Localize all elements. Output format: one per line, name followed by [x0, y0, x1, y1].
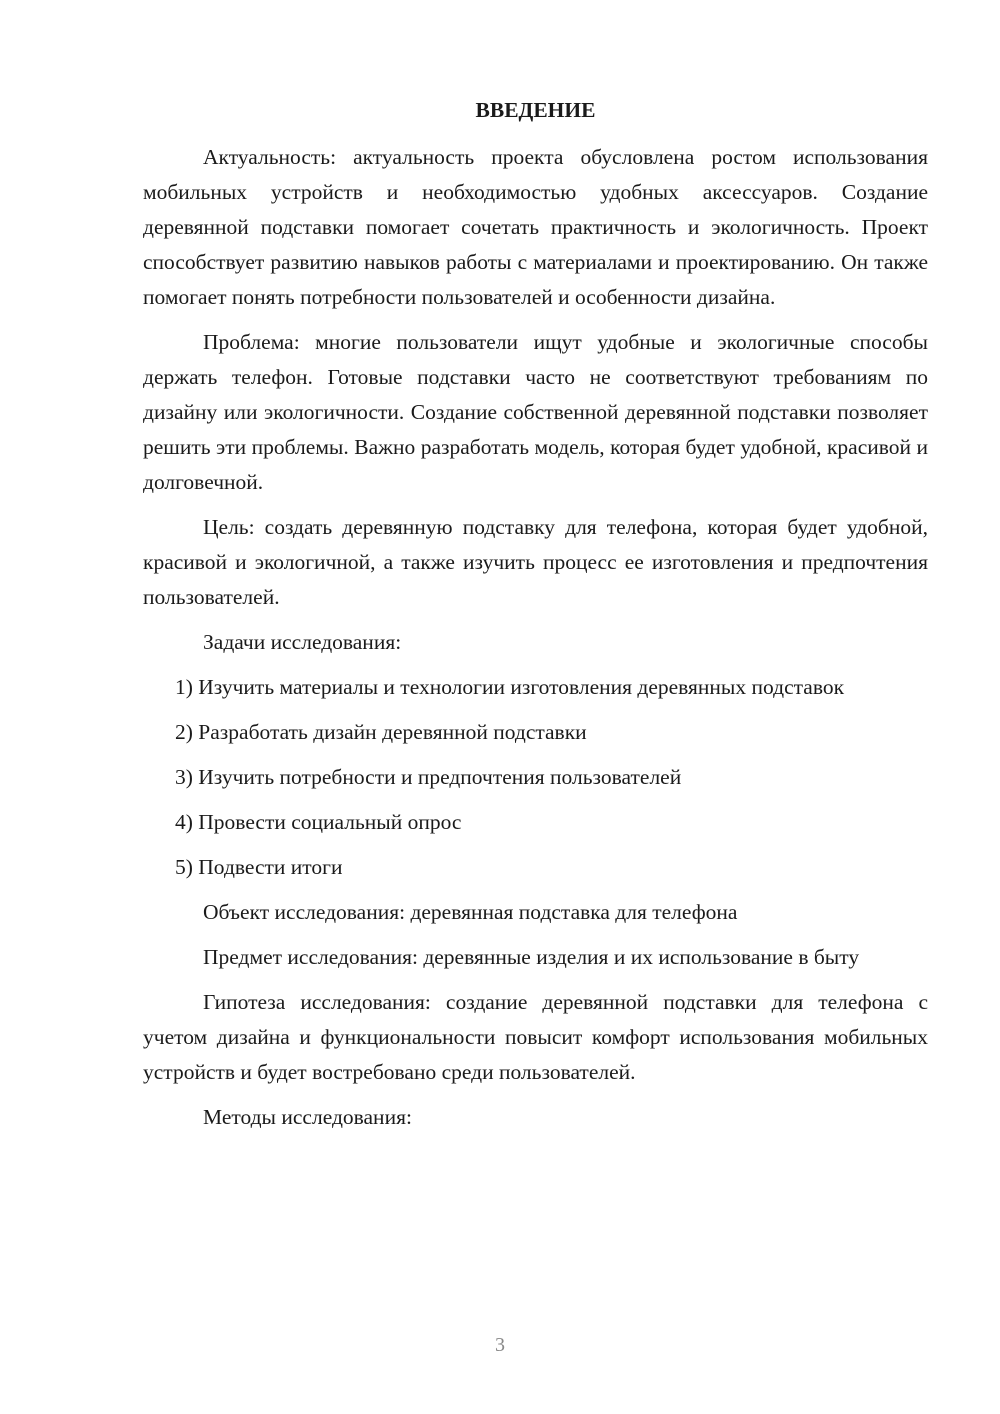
task-item-4: 4) Провести социальный опрос: [175, 810, 462, 834]
document-page: [143, 90, 928, 1145]
section-title: ВВЕДЕНИЕ: [475, 98, 596, 122]
object-paragraph: Объект исследования: деревянная подставка для телефона: [203, 900, 738, 924]
goal-paragraph: Цель: создать деревянную подставку для телефона, которая будет удобной, красивой и экологичной, а также изучить процесс ее изготовления и предпочтения пользователей.: [143, 515, 928, 609]
tasks-heading: Задачи исследования:: [203, 630, 402, 654]
page-number: 3: [495, 1334, 505, 1356]
task-item-1: 1) Изучить материалы и технологии изготовления деревянных подставок: [175, 675, 845, 699]
subject-paragraph: Предмет исследования: деревянные изделия и их использование в быту: [203, 945, 860, 969]
problem-paragraph: Проблема: многие пользователи ищут удобные и экологичные способы держать телефон. Готовые подставки часто не соответствуют требованиям по дизайну или экологичности. Создание собственной деревянной подставки позволяет решить эти проблемы. Важно разработать модель, которая будет удобной, красивой и долговечной.: [143, 330, 928, 494]
hypothesis-paragraph: Гипотеза исследования: создание деревянной подставки для телефона с учетом дизайна и функциональности повысит комфорт использования мобильных устройств и будет востребовано среди пользователей.: [143, 990, 928, 1084]
methods-heading: Методы исследования:: [203, 1105, 412, 1129]
relevance-paragraph: Актуальность: актуальность проекта обусловлена ростом использования мобильных устройств и необходимостью удобных аксессуаров. Создание деревянной подставки помогает сочетать практичность и экологичность. Проект способствует развитию навыков работы с материалами и проектированию. Он также помогает понять потребности пользователей и особенности дизайна.: [143, 145, 928, 309]
task-item-5: 5) Подвести итоги: [175, 855, 343, 879]
task-item-2: 2) Разработать дизайн деревянной подставки: [175, 720, 587, 744]
task-item-3: 3) Изучить потребности и предпочтения пользователей: [175, 765, 682, 789]
